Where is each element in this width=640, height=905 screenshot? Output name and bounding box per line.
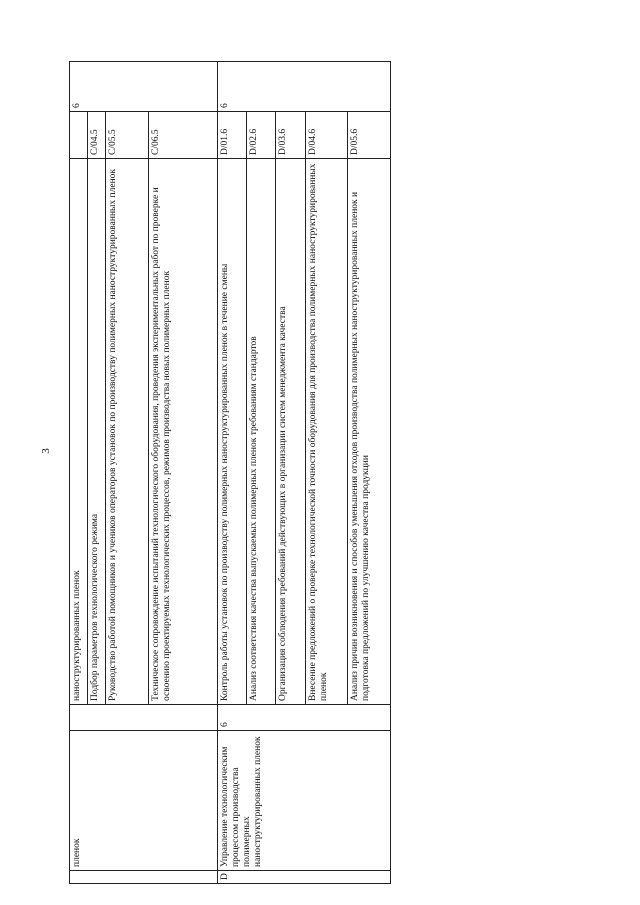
function-code: D/02.6 bbox=[247, 112, 276, 159]
function-name: Техническое сопровождение испытаний технологического оборудования, проведения экспериментальных работ по проверке и освоению проектируемых технологических процессов, режимов производства новых полимерных пленок bbox=[148, 159, 218, 705]
table-row bbox=[218, 62, 247, 884]
functions-table bbox=[69, 61, 391, 884]
function-code: C/06.5 bbox=[148, 112, 218, 159]
function-code: D/01.6 bbox=[218, 112, 247, 159]
group-d-sublevel: 6 bbox=[218, 62, 391, 112]
function-code: D/05.6 bbox=[348, 112, 391, 159]
function-name: Контроль работы установок по производству полимерных наноструктурированных пленок в течение смены bbox=[218, 159, 247, 705]
function-name: Руководство работой помощников и учеников операторов установок по производству полимерных наноструктурированных пленок bbox=[105, 159, 148, 705]
rotated-table-container bbox=[69, 62, 391, 884]
group-c-sublevel-cell: 6 bbox=[70, 62, 218, 112]
function-name: наноструктурированных пленок bbox=[70, 159, 88, 705]
page-number: 3 bbox=[39, 448, 52, 454]
group-d-title: Управление технологическим процессом производства полимерных наноструктурированных пленок bbox=[218, 731, 391, 871]
group-c-title-cell: пленок bbox=[70, 731, 218, 871]
function-code bbox=[70, 112, 88, 159]
function-code: C/04.5 bbox=[87, 112, 105, 159]
function-code: D/03.6 bbox=[276, 112, 305, 159]
function-name: Внесение предложений о проверке технологической точности оборудования для производства полимерных наноструктурированных пленок bbox=[305, 159, 348, 705]
function-name: Подбор параметров технологического режима bbox=[87, 159, 105, 705]
group-d-letter: D bbox=[218, 871, 391, 884]
function-code: C/05.5 bbox=[105, 112, 148, 159]
group-c-level-cell bbox=[70, 705, 218, 731]
function-name: Организация соблюдения требований действующих в организации систем менеджмента качества bbox=[276, 159, 305, 705]
function-name: Анализ соответствия качества выпускаемых полимерных пленок требованиям стандартов bbox=[247, 159, 276, 705]
function-name: Анализ причин возникновения и способов уменьшения отходов производства полимерных наноструктурированных пленок и подготовка предложений по улучшению качества продукции bbox=[348, 159, 391, 705]
group-c-letter-cell bbox=[70, 871, 218, 884]
group-d-level: 6 bbox=[218, 705, 391, 731]
table-row bbox=[70, 62, 88, 884]
function-code: D/04.6 bbox=[305, 112, 348, 159]
